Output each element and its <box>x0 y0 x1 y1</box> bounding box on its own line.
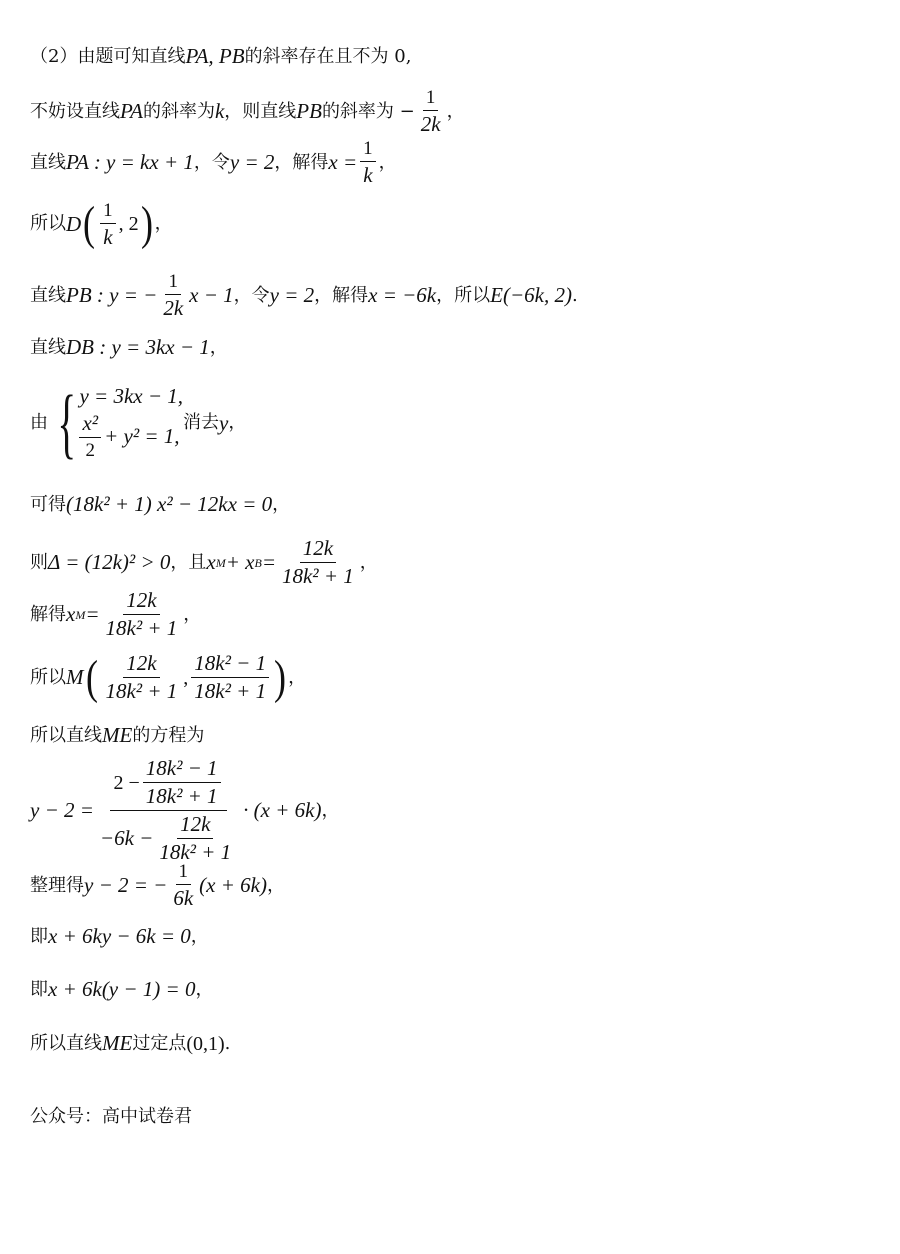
solution-line-1 <box>30 46 411 67</box>
text: ， <box>183 603 202 625</box>
math: k <box>214 99 225 123</box>
text: 整理得 <box>30 874 84 896</box>
solution-line-8 <box>30 494 290 515</box>
text: ， <box>446 100 465 122</box>
math: x <box>206 550 216 574</box>
text: 的方程为 <box>132 724 205 746</box>
text: ， <box>195 978 214 1000</box>
solution-line-14 <box>30 862 285 909</box>
math: D <box>66 211 82 236</box>
text: ， <box>272 493 291 515</box>
text: （2）由题可知直线 <box>30 45 186 67</box>
subscript: M <box>215 555 226 570</box>
text: 由 <box>30 412 48 433</box>
fraction: $\frac{12k}{\text{18k² + 1}}$ <box>281 536 354 588</box>
text: 的斜率存在且不为 0, <box>244 45 412 67</box>
math: x = −6k <box>368 283 437 307</box>
left-paren: ( <box>83 197 96 250</box>
text: 即 <box>30 978 48 1000</box>
text: 直线 <box>30 336 66 358</box>
math: PA, PB <box>185 44 245 68</box>
footer-text <box>30 1108 192 1126</box>
fraction: $\frac{\text{18k² − 1}}{\text{18k² + 1}}$ <box>191 653 269 702</box>
text: 可得 <box>30 493 66 515</box>
text: 解得 <box>30 603 66 625</box>
math: + x <box>225 550 255 574</box>
text: 消去 <box>183 412 220 433</box>
solution-line-4 <box>30 197 173 250</box>
math: , 2 <box>118 213 139 235</box>
math: = <box>261 550 276 574</box>
left-paren: ( <box>85 650 98 704</box>
text: ，令 <box>233 284 270 306</box>
left-brace: { <box>57 379 77 466</box>
text: ，所以 <box>436 284 491 306</box>
text: 即 <box>30 925 48 947</box>
solution-line-16 <box>30 979 213 1000</box>
fraction: $\frac{12k}{\text{18k² + 1}}$ <box>105 651 178 703</box>
text: ，令 <box>193 151 230 173</box>
text: ， <box>209 336 228 358</box>
math: x + 6ky − 6k = 0 <box>48 924 191 948</box>
math: x <box>66 602 76 626</box>
text: 公众号：高中试卷君 <box>30 1106 192 1127</box>
text: ， <box>266 874 285 896</box>
text: ，解得 <box>274 151 329 173</box>
text: ， <box>228 412 247 433</box>
math: PA : y = kx + 1 <box>66 150 194 174</box>
text: 不妨设直线 <box>30 100 120 122</box>
math: ME <box>102 1031 133 1055</box>
math: x − 1 <box>189 283 234 307</box>
math: (18k² + 1) x² − 12kx = 0 <box>66 492 273 516</box>
solution-line-6 <box>30 337 228 358</box>
system-row-1: y = 3kx − 1, <box>79 384 184 408</box>
solution-line-15 <box>30 926 209 947</box>
text: 所以 <box>30 213 66 234</box>
math: (0,1) <box>186 1032 225 1055</box>
math: PA <box>120 99 143 123</box>
text: ，且 <box>170 551 207 573</box>
text: ， <box>288 666 307 688</box>
math: PB <box>296 99 322 123</box>
math: x = <box>328 150 358 174</box>
math: ME <box>102 723 133 747</box>
math: · (x + 6k) <box>243 798 322 822</box>
fraction: $\frac{1}{k}$ <box>100 201 116 248</box>
solution-line-3 <box>30 139 397 186</box>
text: ，则直线 <box>224 100 297 122</box>
fraction: $\frac{\text{x²}}{2}$ <box>79 413 101 460</box>
text: ， <box>190 925 209 947</box>
math: M <box>66 665 84 689</box>
math: y = 2 <box>269 283 315 307</box>
math: Δ = (12k)² > 0 <box>48 550 171 574</box>
subscript: B <box>254 555 262 570</box>
right-paren: ) <box>274 650 287 704</box>
equation-system <box>48 379 184 466</box>
math: PB : y = − <box>66 283 158 307</box>
fraction: $\frac{1}{k}$ <box>360 139 376 186</box>
right-paren: ) <box>140 197 153 250</box>
math: y = 2 <box>229 150 275 174</box>
text: ，解得 <box>314 284 369 306</box>
math: y − 2 = <box>30 798 94 822</box>
solution-line-13 <box>30 758 339 863</box>
fraction: $\frac{1}{2k}$ <box>420 87 441 136</box>
solution-line-2 <box>30 88 465 135</box>
text: 直线 <box>30 284 66 306</box>
text: 所以直线 <box>30 724 102 746</box>
math: E(−6k, 2) <box>490 283 572 307</box>
complex-fraction: 2 − $\frac{\text{18k² − 1}}{\text{18k² + 1}}$ −6k − $\frac{12k}{\text{18k² + 1}}$ <box>99 756 232 864</box>
math: = <box>85 602 100 626</box>
text: 所以直线 <box>30 1032 102 1054</box>
math: DB : y = 3kx − 1 <box>66 335 210 359</box>
fraction: $\frac{12k}{\text{18k² + 1}}$ <box>105 588 178 640</box>
math: (x + 6k) <box>199 873 267 897</box>
solution-line-9 <box>30 538 378 587</box>
text: 所以 <box>30 666 66 688</box>
text: 直线 <box>30 151 66 173</box>
text: ， <box>154 213 173 234</box>
fraction: $\frac{1}{6k}$ <box>173 861 194 910</box>
text: 过定点 <box>132 1032 187 1054</box>
solution-line-12 <box>30 725 204 746</box>
solution-line-17 <box>30 1033 230 1054</box>
text: 的斜率为 <box>142 100 215 122</box>
text: 则 <box>30 551 48 573</box>
text: . <box>224 1032 231 1054</box>
solution-line-7 <box>30 379 247 466</box>
math: y <box>219 410 229 435</box>
system-row-2: $\frac{\text{x²}}{2}$ + y² = 1, <box>79 413 183 460</box>
fraction: $\frac{1}{2k}$ <box>163 271 184 320</box>
math: y − 2 = − <box>84 873 168 897</box>
solution-line-11: 所以 M ( $\frac{12k}{\text{18k² + 1}}$ , $\frac{\text{18k² − 1}}{\text{18k² + 1}}$ ) ， <box>30 650 307 704</box>
text: ， <box>359 551 378 573</box>
text: ， <box>378 151 397 173</box>
text: ， <box>321 799 340 821</box>
math: x + 6k(y − 1) = 0 <box>48 977 196 1001</box>
solution-line-10 <box>30 590 201 639</box>
subscript: M <box>75 607 86 622</box>
text: . <box>571 284 578 306</box>
text: 的斜率为 − <box>321 100 415 122</box>
solution-line-5 <box>30 272 578 319</box>
